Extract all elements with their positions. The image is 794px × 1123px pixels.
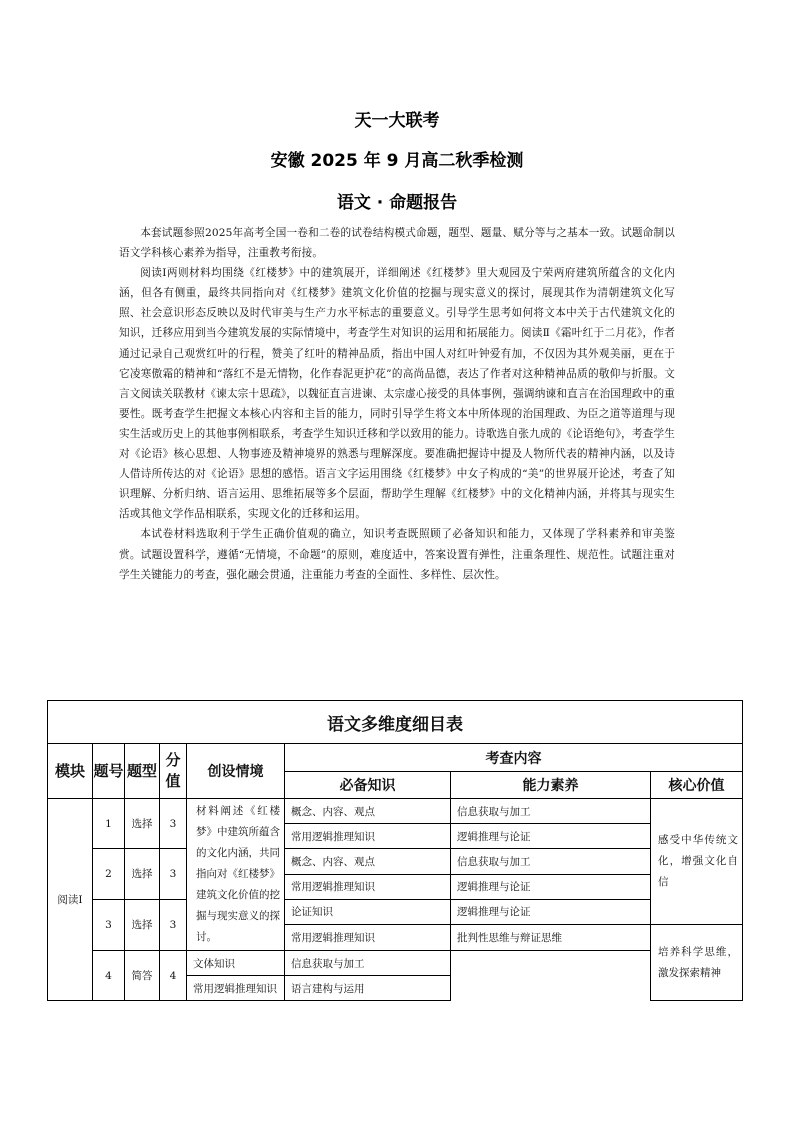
knowledge-cell: 常用逻辑推理知识 — [285, 925, 451, 951]
question-type: 选择 — [125, 899, 160, 950]
knowledge-cell: 概念、内容、观点 — [285, 849, 451, 875]
ability-cell: 信息获取与加工 — [285, 951, 451, 976]
paragraph-reading-analysis: 阅读Ⅰ两则材料均围绕《红楼梦》中的建筑展开，详细阐述《红楼梦》里大观园及宁荣两府建筑所蕴含的文化内涵，但各有侧重，最终共同指向对《红楼梦》建筑文化价值的挖掘与现实意义的探讨，展现其作为清朝建筑文化写照、社会意识形态反映以及时代审美与生产力水平标志的重要意义。引导学生思考如何将文本中关于古代建筑文化的知识，迁移应用到当今建筑发展的实际情境中，考查学生对知识的运用和拓展能力。阅读Ⅱ《霜叶红于二月花》，作者通过记录自己观赏红叶的行程，赞美了红叶的精神品质，指出中国人对红叶钟爱有加，不仅因为其外观美丽，更在于它凌寒傲霜的精神和“落红不是无情物，化作春泥更护花”的高尚品德，表达了作者对这种精神品质的敬仰与折服。文言文阅读关联教材《谏太宗十思疏》，以魏征直言进谏、太宗虚心接受的具体事例，强调纳谏和直言在治国理政中的重要性。既考查学生把握文本核心内容和主旨的能力，同时引导学生将文本中所体现的治国理政、为臣之道等道理与现实生活或历史上的其他事例相联系，考查学生知识迁移和学以致用的能力。诗歌选自张九成的《论语绝句》，考查学生对《论语》核心思想、人物事迹及精神境界的熟悉与理解深度。要准确把握诗中提及人物所代表的精神内涵，以及诗人借诗所传达的对《论语》思想的感悟。语言文字运用围绕《红楼梦》中女子构成的“美”的世界展开论述，考查了知识理解、分析归纳、语言运用、思维拓展等多个层面，帮助学生理解《红楼梦》中的文化精神内涵，并将其与现实生活或其他文学作品相联系，实现文化的迁移和运用。 — [119, 267, 675, 521]
header-score: 分值 — [160, 744, 187, 799]
question-type: 选择 — [125, 849, 160, 900]
question-number: 3 — [93, 899, 125, 950]
question-type: 简答 — [125, 951, 160, 1001]
spec-table-wrapper — [47, 700, 742, 1001]
ability-cell: 逻辑推理与论证 — [451, 874, 651, 899]
question-score: 3 — [160, 799, 187, 849]
ability-cell: 批判性思维与辩证思维 — [451, 925, 651, 951]
header-scenario: 创设情境 — [187, 744, 285, 799]
header-number: 题号 — [93, 744, 125, 799]
header-content: 考查内容 — [285, 744, 743, 772]
core-value-cell: 感受中华传统文化，增强文化自信 — [651, 799, 743, 925]
report-body — [119, 223, 675, 585]
header-value: 核心价值 — [651, 772, 743, 799]
module-cell: 阅读Ⅰ — [48, 799, 93, 1001]
header-module: 模块 — [48, 744, 93, 799]
header-type: 题型 — [125, 744, 160, 799]
table-row — [48, 951, 743, 976]
ability-cell: 信息获取与加工 — [451, 849, 651, 875]
paragraph-summary: 本试卷材料选取利于学生正确价值观的确立，知识考查既照顾了必备知识和能力，又体现了学科素养和审美鉴赏。试题设置科学，遵循“无情境，不命题”的原则，难度适中，答案设置有弹性，注重条理性、规范性。试题注重对学生关键能力的考查，强化融会贯通，注重能力考查的全面性、多样性、层次性。 — [119, 528, 675, 581]
knowledge-cell: 常用逻辑推理知识 — [285, 874, 451, 899]
ability-cell: 逻辑推理与论证 — [451, 824, 651, 849]
exam-name-title: 安徽 2025 年 9 月高二秋季检测 — [270, 151, 524, 171]
ability-cell: 信息获取与加工 — [451, 799, 651, 824]
paragraph-intro: 本套试题参照2025年高考全国一卷和二卷的试卷结构模式命题，题型、题量、赋分等与之基本一致。试题命制以语文学科核心素养为指导，注重教考衔接。 — [119, 227, 675, 260]
header-ability: 能力素养 — [451, 772, 651, 799]
table-row — [48, 849, 743, 875]
question-type: 选择 — [125, 799, 160, 849]
question-score: 3 — [160, 899, 187, 950]
question-score: 3 — [160, 849, 187, 900]
question-score: 4 — [160, 951, 187, 1001]
ability-cell: 逻辑推理与论证 — [451, 899, 651, 925]
header-knowledge: 必备知识 — [285, 772, 451, 799]
question-number: 1 — [93, 799, 125, 849]
spec-table — [47, 700, 743, 1001]
knowledge-cell: 常用逻辑推理知识 — [187, 976, 285, 1001]
scenario-cell: 材料阐述《红楼梦》中建筑所蕴含的文化内涵，共同指向对《红楼梦》建筑文化价值的挖掘与现实意义的探讨。 — [187, 799, 285, 951]
core-value-cell: 培养科学思维，激发探索精神 — [651, 925, 743, 1001]
table-row — [48, 899, 743, 925]
knowledge-cell: 文体知识 — [187, 951, 285, 976]
table-caption: 语文多维度细目表 — [48, 701, 743, 744]
question-number: 2 — [93, 849, 125, 900]
ability-cell: 语言建构与运用 — [285, 976, 451, 1001]
exam-org-title: 天一大联考 — [354, 111, 440, 131]
table-row — [48, 799, 743, 824]
question-number: 4 — [93, 951, 125, 1001]
knowledge-cell: 常用逻辑推理知识 — [285, 824, 451, 849]
report-title: 语文 · 命题报告 — [336, 193, 458, 213]
knowledge-cell: 论证知识 — [285, 899, 451, 925]
knowledge-cell: 概念、内容、观点 — [285, 799, 451, 824]
